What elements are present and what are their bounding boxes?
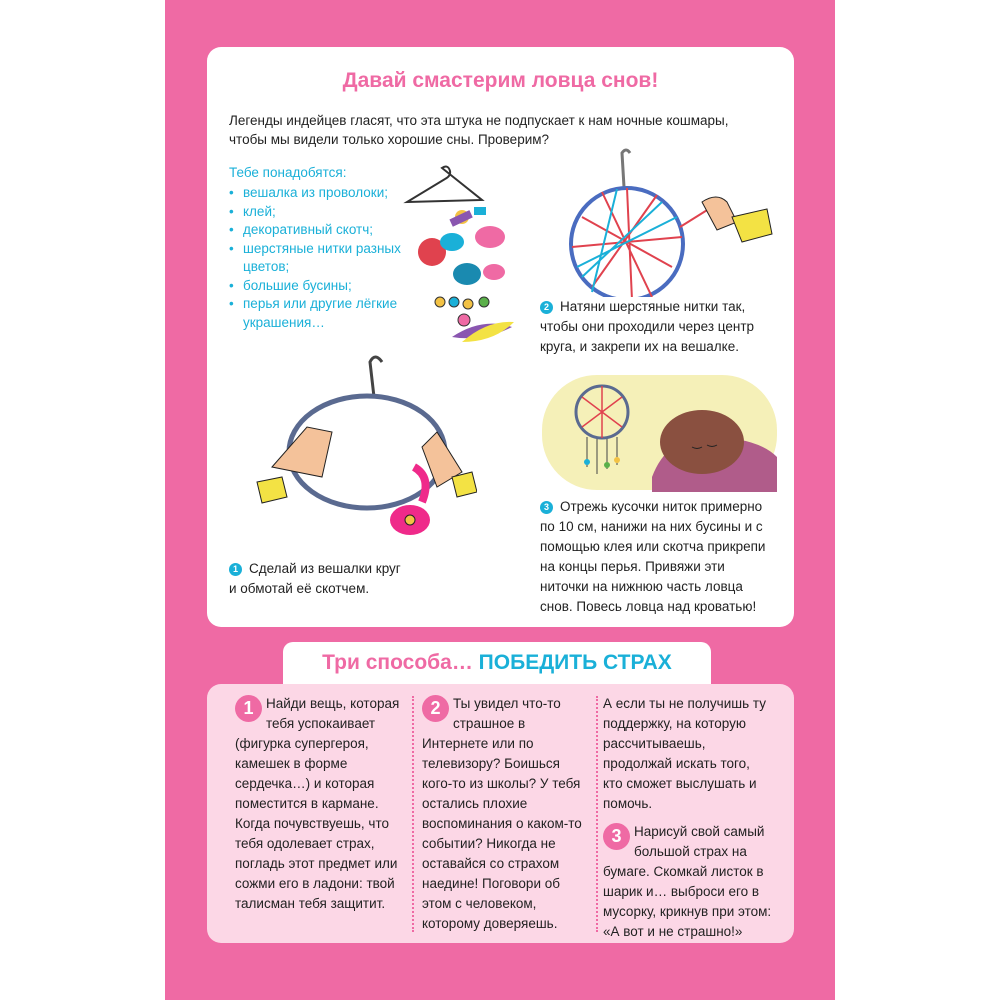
- materials-list: [229, 184, 409, 332]
- ways-heading-part2: ПОБЕДИТЬ СТРАХ: [478, 651, 672, 674]
- way-number: 3: [603, 823, 630, 850]
- intro-text: Легенды индейцев гласят, что эта штука не подпускает к нам ночные кошмары, чтобы мы видели только хорошие сны. Проверим?: [229, 113, 729, 147]
- way-1: [235, 694, 405, 914]
- way-2: [422, 694, 592, 934]
- hoop-illustration: [242, 352, 477, 557]
- card-title: Давай смастерим ловца снов!: [342, 69, 659, 92]
- step-text: Сделай из вешалки круг и обмотай её скотчем.: [229, 561, 401, 596]
- ways-heading-part1: Три способа…: [322, 651, 473, 674]
- materials-item: • большие бусины;: [229, 277, 409, 296]
- materials-illustration: [402, 162, 522, 362]
- materials-item: • вешалка из проволоки;: [229, 184, 409, 203]
- sleeping-child-illustration: [542, 367, 777, 492]
- way-number: 2: [422, 695, 449, 722]
- dreamcatcher-card: [207, 47, 794, 627]
- ways-heading: [283, 642, 711, 684]
- materials-item: • шерстяные нитки разных цветов;: [229, 240, 409, 277]
- way-text: Ты увидел что-то страшное в Интернете или по телевизору? Боишься кого-то из школы? У тебя остались плохие воспоминания о каком-то событии? Никогда не оставайся со страхом наедине! Поговори об этом с человеком, которому доверяешь.: [422, 696, 582, 931]
- way-2-continued: [603, 694, 773, 942]
- way-number: 1: [235, 695, 262, 722]
- materials-item: • перья или другие лёгкие украшения…: [229, 295, 409, 332]
- materials-item: • клей;: [229, 203, 409, 222]
- column-divider: [412, 696, 414, 932]
- threads-illustration: [562, 147, 777, 297]
- column-divider: [596, 696, 598, 932]
- step-number: 3: [540, 501, 553, 514]
- step-3: [540, 497, 775, 617]
- step-text: Отрежь кусочки ниток примерно по 10 см, нанижи на них бусины и с помощью клея или скотча прикрепи на концы перья. Привяжи эти ниточки на нижнюю часть ловца снов. Повесь ловца над кроватью!: [540, 499, 766, 614]
- step-2: [540, 297, 775, 357]
- way-text: Найди вещь, которая тебя успокаивает (фигурка супергероя, камешек в форме сердечка…) и которая поместится в кармане. Когда почувствуешь, что тебя одолевает страх, погладь этот предмет или сожми его в ладони: твой талисман тебя защитит.: [235, 696, 400, 911]
- way-text: Нарисуй свой самый большой страх на бумаге. Скомкай листок в шарик и… выброси его в мусорку, крикнув при этом: «А вот и не страшно!»: [603, 824, 772, 939]
- ways-card: [207, 684, 794, 943]
- materials-item: • декоративный скотч;: [229, 221, 409, 240]
- step-text: Натяни шерстяные нитки так, чтобы они проходили через центр круга, и закрепи их на вешалке.: [540, 299, 755, 354]
- materials-title: Тебе понадобятся:: [229, 165, 347, 180]
- step-number: 1: [229, 563, 242, 576]
- step-number: 2: [540, 301, 553, 314]
- way-text: А если ты не получишь ту поддержку, на которую рассчитываешь, продолжай искать того, кто сможет выслушать и помочь.: [603, 696, 766, 811]
- step-1: [229, 559, 409, 599]
